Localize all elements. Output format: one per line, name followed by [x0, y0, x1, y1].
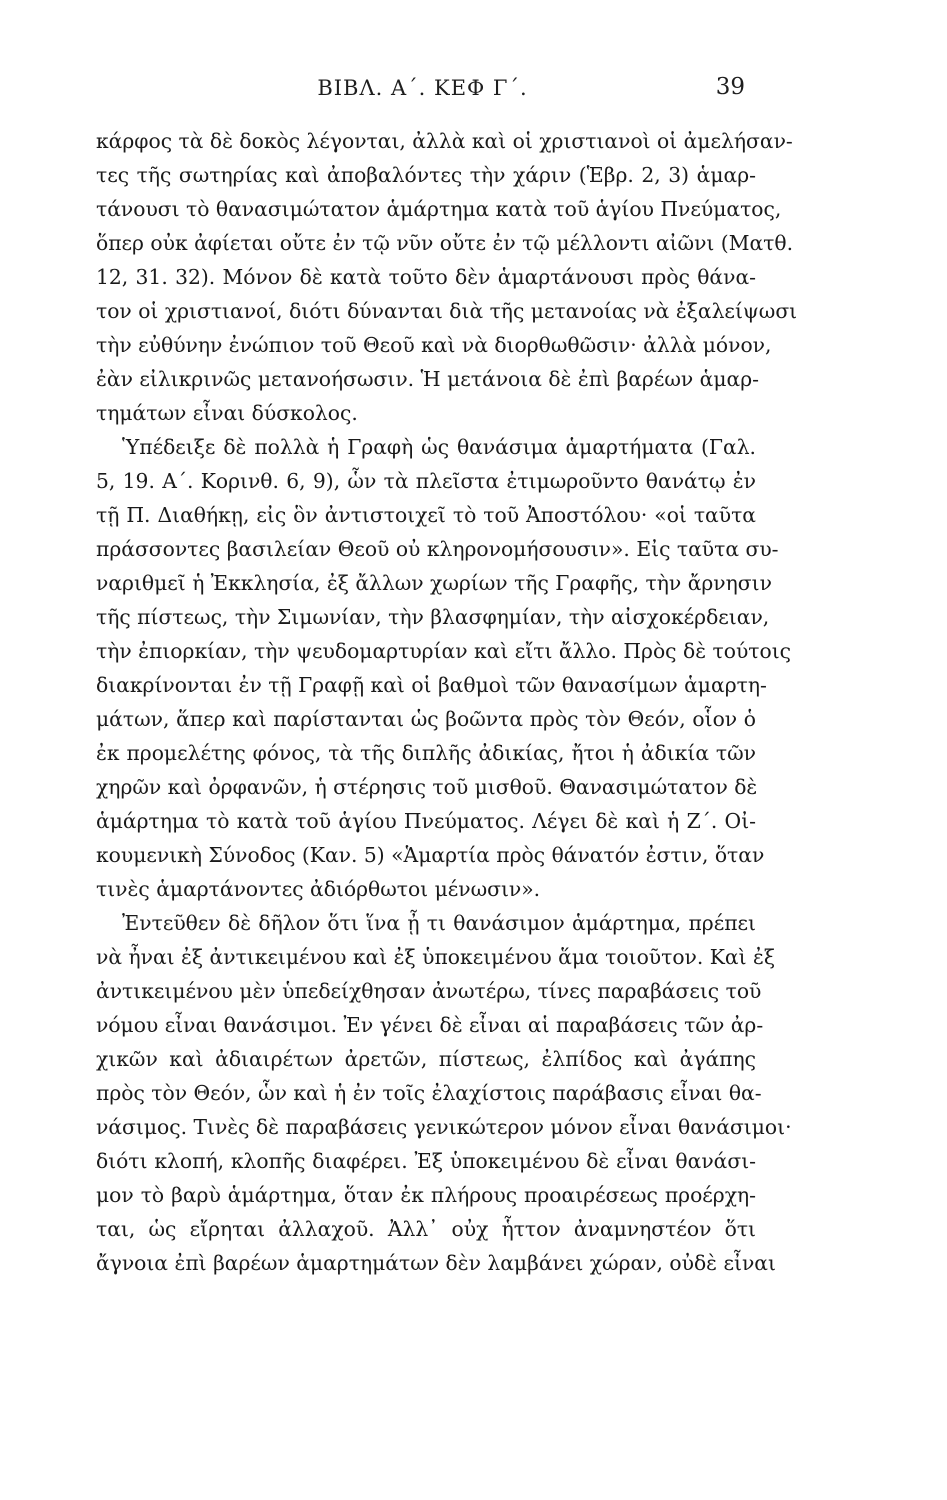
text-line: διακρίνονται ἐν τῇ Γραφῇ καὶ οἱ βαθμοὶ τῶν θανασίμων ἁμαρτη-: [96, 673, 767, 697]
text-line: τὴν εὐθύνην ἐνώπιον τοῦ Θεοῦ καὶ νὰ διορθωθῶσιν· ἀλλὰ μόνον,: [96, 333, 772, 357]
paragraph-end-line: τημάτων εἶναι δύσκολος.: [96, 401, 358, 425]
text-line: ἐκ προμελέτης φόνος, τὰ τῆς διπλῆς ἀδικίας, ἤτοι ἡ ἀδικία τῶν: [96, 741, 756, 765]
text-line: διότι κλοπή, κλοπῆς διαφέρει. Ἐξ ὑποκειμένου δὲ εἶναι θανάσι-: [96, 1149, 756, 1173]
text-line: ἄγνοια ἐπὶ βαρέων ἁμαρτημάτων δὲν λαμβάνει χώραν, οὐδὲ εἶναι: [96, 1251, 776, 1275]
text-line: χηρῶν καὶ ὀρφανῶν, ἡ στέρησις τοῦ μισθοῦ. Θανασιμώτατον δὲ: [96, 775, 758, 799]
text-line: χικῶν καὶ ἀδιαιρέτων ἀρετῶν, πίστεως, ἐλπίδος καὶ ἀγάπης: [96, 1047, 756, 1071]
text-line: νάσιμος. Τινὲς δὲ παραβάσεις γενικώτερον μόνον εἶναι θανάσιμοι·: [96, 1115, 792, 1139]
text-line: μον τὸ βαρὺ ἁμάρτημα, ὅταν ἐκ πλήρους προαιρέσεως προέρχη-: [96, 1183, 756, 1207]
text-line: τες τῆς σωτηρίας καὶ ἀποβαλόντες τὴν χάριν (Ἑβρ. 2, 3) ἁμαρ-: [96, 163, 756, 187]
text-line: τάνουσι τὸ θανασιμώτατον ἁμάρτημα κατὰ τοῦ ἁγίου Πνεύματος,: [96, 197, 782, 221]
text-line: ναριθμεῖ ἡ Ἐκκλησία, ἐξ ἄλλων χωρίων τῆς Γραφῆς, τὴν ἄρνησιν: [96, 571, 772, 595]
text-line: ται, ὡς εἴρηται ἀλλαχοῦ. Ἀλλ᾽ οὐχ ἧττον ἀναμνηστέον ὅτι: [96, 1217, 756, 1241]
page-number: 39: [715, 74, 745, 100]
page-header: [100, 74, 745, 104]
text-line: ἐὰν εἰλικρινῶς μετανοήσωσιν. Ἡ μετάνοια δὲ ἐπὶ βαρέων ἁμαρ-: [96, 367, 760, 391]
text-line: ἀντικειμένου μὲν ὑπεδείχθησαν ἀνωτέρω, τίνες παραβάσεις τοῦ: [96, 979, 762, 1003]
text-line: νόμου εἶναι θανάσιμοι. Ἐν γένει δὲ εἶναι αἱ παραβάσεις τῶν ἀρ-: [96, 1013, 764, 1037]
text-line: πρὸς τὸν Θεόν, ὧν καὶ ἡ ἐν τοῖς ἐλαχίστοις παράβασις εἶναι θα-: [96, 1081, 762, 1105]
text-line: 5, 19. Α΄. Κορινθ. 6, 9), ὧν τὰ πλεῖστα ἐτιμωροῦντο θανάτῳ ἐν: [96, 469, 756, 493]
running-head: ΒΙΒΛ. Α΄. ΚΕΦ Γ΄.: [317, 76, 528, 100]
text-line: ὅπερ οὐκ ἀφίεται οὔτε ἐν τῷ νῦν οὔτε ἐν τῷ μέλλοντι αἰῶνι (Ματθ.: [96, 231, 794, 255]
text-line: τῇ Π. Διαθήκῃ, εἰς ὃν ἀντιστοιχεῖ τὸ τοῦ Ἀποστόλου· «οἱ ταῦτα: [96, 503, 756, 527]
text-line: ἁμάρτημα τὸ κατὰ τοῦ ἁγίου Πνεύματος. Λέγει δὲ καὶ ἡ Ζ΄. Οἰ-: [96, 809, 756, 833]
text-line: μάτων, ἅπερ καὶ παρίστανται ὡς βοῶντα πρὸς τὸν Θεόν, οἷον ὁ: [96, 707, 756, 731]
text-line: 12, 31. 32). Μόνον δὲ κατὰ τοῦτο δὲν ἁμαρτάνουσι πρὸς θάνα-: [96, 265, 756, 289]
text-line: κάρφος τὰ δὲ δοκὸς λέγονται, ἀλλὰ καὶ οἱ χριστιανοὶ οἱ ἀμελήσαν-: [96, 129, 793, 153]
paragraph-end-line: τινὲς ἁμαρτάνοντες ἀδιόρθωτοι μένωσιν».: [96, 877, 541, 901]
body-text: [96, 124, 798, 1280]
text-line: κουμενικὴ Σύνοδος (Καν. 5) «Ἁμαρτία πρὸς θάνατόν ἐστιν, ὅταν: [96, 843, 765, 867]
text-line: νὰ ἦναι ἐξ ἀντικειμένου καὶ ἐξ ὑποκειμένου ἅμα τοιοῦτον. Καὶ ἐξ: [96, 945, 776, 969]
text-line: πράσσοντες βασιλείαν Θεοῦ οὐ κληρονομήσουσιν». Εἰς ταῦτα συ-: [96, 537, 779, 561]
text-line: τῆς πίστεως, τὴν Σιμωνίαν, τὴν βλασφημίαν, τὴν αἰσχοκέρδειαν,: [96, 605, 770, 629]
text-line: τον οἱ χριστιανοί, διότι δύνανται διὰ τῆς μετανοίας νὰ ἐξαλείψωσι: [96, 299, 798, 323]
paragraph-start-line: Ἐντεῦθεν δὲ δῆλον ὅτι ἵνα ᾖ τι θανάσιμον ἁμάρτημα, πρέπει: [122, 911, 756, 935]
paragraph-start-line: Ὑπέδειξε δὲ πολλὰ ἡ Γραφὴ ὡς θανάσιμα ἁμαρτήματα (Γαλ.: [122, 435, 756, 459]
text-line: τὴν ἐπιορκίαν, τὴν ψευδομαρτυρίαν καὶ εἴτι ἄλλο. Πρὸς δὲ τούτοις: [96, 639, 792, 663]
